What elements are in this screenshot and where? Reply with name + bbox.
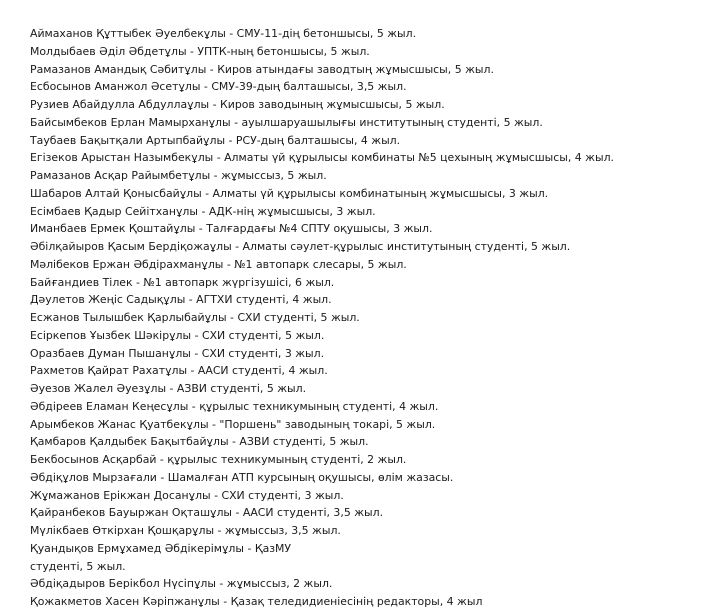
list-item: Арымбеков Жанас Қуатбекұлы - "Поршень" заводының токарі, 5 жыл. (30, 417, 436, 431)
list-item: Жұмажанов Ерікжан Досанұлы - СХИ студенті, 3 жыл. (30, 488, 344, 502)
list-item: Дәулетов Жеңіс Садықұлы - АГТХИ студенті, 4 жыл. (30, 293, 332, 307)
list-item: Таубаев Бақытқали Артыпбайұлы - РСУ-дың балташысы, 4 жыл. (30, 133, 401, 147)
list-item: Аймаханов Құттыбек Әуелбекұлы - СМУ-11-дің бетоншысы, 5 жыл. (30, 27, 417, 40)
list-item: Иманбаев Ермек Қоштайұлы - Талғардағы №4 СПТУ оқушысы, 3 жыл. (30, 222, 433, 236)
list-item: Әбілқайыров Қасым Бердіқожаұлы - Алматы сәулет-құрылыс институтының студенті, 5 жыл. (30, 240, 571, 253)
list-item: студенті, 5 жыл. (30, 559, 126, 573)
list-item: Қуандықов Ермұхамед Әбдікерімұлы - ҚазМУ (30, 541, 292, 555)
list-item: Рахметов Қайрат Рахатұлы - ААСИ студенті, 4 жыл. (30, 364, 328, 378)
list-item: Есжанов Тылышбек Қарлыбайұлы - СХИ студенті, 5 жыл. (30, 311, 360, 324)
list-item: Әуезов Жалел Әуезұлы - АЗВИ студенті, 5 жыл. (30, 382, 307, 395)
list-item: Мәлібеков Ержан Әбдірахманұлы - №1 автопарк слесары, 5 жыл. (30, 257, 407, 271)
list-item: Рамазанов Амандық Сәбитұлы - Киров атындағы заводтың жұмысшысы, 5 жыл. (30, 62, 494, 76)
list-item: Есімбаев Қадыр Сейітханұлы - АДК-нің жұмысшысы, 3 жыл. (30, 204, 376, 218)
list-item: Рамазанов Асқар Райымбетұлы - жұмыссыз, 5 жыл. (30, 169, 327, 182)
list-item: Рузиев Абайдулла Абдуллаұлы - Киров заводының жұмысшысы, 5 жыл. (30, 98, 445, 111)
list-item: Шабаров Алтай Қонысбайұлы - Алматы үй құрылысы комбинатының жұмысшысы, 3 жыл. (30, 186, 549, 200)
list-item: Әбдіреев Еламан Кеңесұлы - құрылыс техникумының студенті, 4 жыл. (30, 399, 439, 413)
list-item: Есбосынов Аманжол Әсетұлы - СМУ-39-дың балташысы, 3,5 жыл. (30, 80, 407, 94)
sentence-list (30, 25, 710, 611)
list-item: Әбдіқұлов Мырзағали - Шамалған АТП курсының оқушысы, өлім жазасы. (30, 470, 454, 484)
list-item: Молдыбаев Әділ Әбдетұлы - УПТК-ның бетоншысы, 5 жыл. (30, 44, 370, 58)
list-item: Оразбаев Думан Пышанұлы - СХИ студенті, 3 жыл. (30, 346, 325, 360)
list-item: Егізеков Арыстан Назымбекұлы - Алматы үй құрылысы комбинаты №5 цехының жұмысшысы, 4 жыл. (30, 151, 614, 165)
list-item: Қожакметов Хасен Кәріпжанұлы - Қазақ теледидиеніесінің редакторы, 4 жыл (30, 595, 483, 608)
list-item: Қамбаров Қалдыбек Бақытбайұлы - АЗВИ студенті, 5 жыл. (30, 435, 369, 449)
list-item: Есіркепов Ұызбек Шәкірұлы - СХИ студенті, 5 жыл. (30, 328, 325, 342)
list-item: Бекбосынов Асқарбай - құрылыс техникумының студенті, 2 жыл. (30, 453, 407, 466)
list-item: Байсымбеков Ерлан Мамырханұлы - ауылшаруашылығы институтының студенті, 5 жыл. (30, 115, 543, 129)
list-item: Мүлікбаев Өткірхан Қошқарұлы - жұмыссыз, 3,5 жыл. (30, 524, 341, 537)
list-item: Қайранбеков Бауыржан Оқташұлы - ААСИ студенті, 3,5 жыл. (30, 506, 384, 520)
list-item: Байғандиев Тілек - №1 автопарк жүргізушісі, 6 жыл. (30, 275, 335, 289)
list-item: Әбдіқадыров Берікбол Нүсіпұлы - жұмыссыз, 2 жыл. (30, 577, 333, 591)
